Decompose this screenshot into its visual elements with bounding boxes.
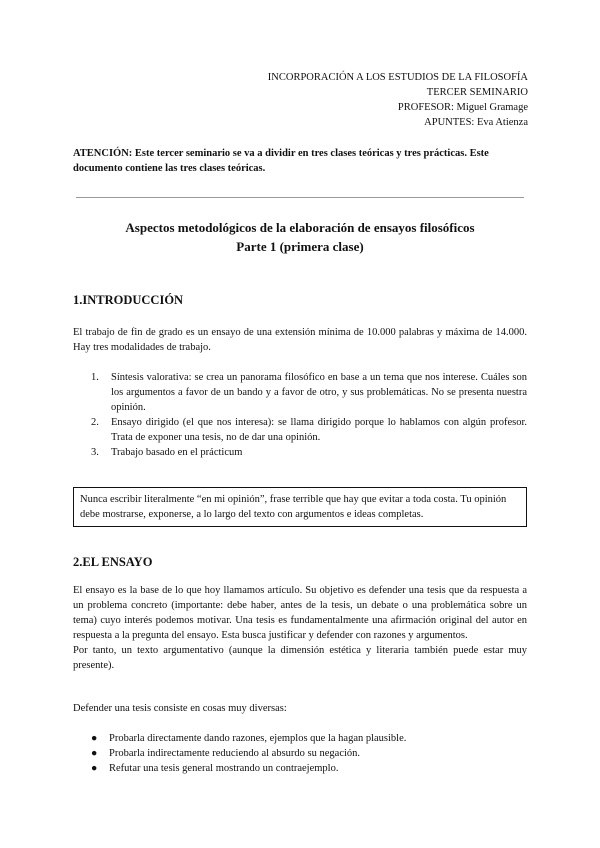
modalities-list: [91, 370, 527, 460]
paragraph: El ensayo es la base de lo que hoy llamamos artículo. Su objetivo es defender una tesis que da respuesta a un problema concreto (importante: debe haber, antes de la tesis, un debate o una problemática sobre un tema) cuyo interés podemos motivar. Una tesis es fundamentalmente una afirmación original del autor en respuesta a la pregunta del ensayo. Esta busca justificar y defender con razones y argumentos.: [73, 585, 527, 641]
horizontal-divider: [76, 197, 524, 198]
list-text: Probarla directamente dando razones, ejemplos que la hagan plausible.: [109, 733, 407, 744]
list-item: [91, 731, 527, 746]
list-text: Síntesis valorativa: se crea un panorama filosófico en base a un tema que nos interese. Cuáles son los argumentos a favor de un bando y a favor de otro, y sus problemáticas. No se presenta nuestra opinión.: [111, 372, 527, 413]
professor-line: PROFESOR: Miguel Gramage: [397, 102, 528, 113]
section-2-lead-in: Defender una tesis consiste en cosas muy diversas:: [73, 703, 287, 714]
note-box: Nunca escribir literalmente “en mi opinión”, frase terrible que hay que evitar a toda costa. Tu opinión debe mostrarse, exponerse, a lo largo del texto con argumentos e ideas completas.: [73, 487, 527, 527]
bullet-icon: ●: [91, 748, 98, 759]
title-line-1: Aspectos metodológicos de la elaboración de ensayos filosóficos: [125, 220, 475, 235]
section-1-intro: El trabajo de fin de grado es un ensayo de una extensión mínima de 10.000 palabras y máxima de 14.000. Hay tres modalidades de trabajo.: [73, 327, 527, 353]
list-text: Ensayo dirigido (el que nos interesa): se llama dirigido porque lo hablamos con algún profesor. Trata de exponer una tesis, no de dar una opinión.: [111, 417, 527, 443]
document-title: [0, 218, 600, 256]
list-item: [91, 415, 527, 445]
bullet-icon: ●: [91, 733, 98, 744]
section-1-heading: 1.INTRODUCCIÓN: [73, 293, 184, 307]
document-header: [268, 70, 528, 130]
title-line-2: Parte 1 (primera clase): [236, 239, 364, 254]
paragraph: Por tanto, un texto argumentativo (aunque la dimensión estética y literaria también puede estar muy presente).: [73, 645, 527, 671]
list-text: Probarla indirectamente reduciendo al absurdo su negación.: [109, 748, 361, 759]
course-title: INCORPORACIÓN A LOS ESTUDIOS DE LA FILOSOFÍA: [267, 72, 528, 83]
attention-notice: ATENCIÓN: Este tercer seminario se va a dividir en tres clases teóricas y tres prácticas. Este documento contiene las tres clases teóricas.: [73, 148, 489, 174]
list-text: Trabajo basado en el prácticum: [111, 447, 243, 458]
list-text: Refutar una tesis general mostrando un contraejemplo.: [109, 763, 339, 774]
section-2-body: [73, 583, 527, 673]
notes-author-line: APUNTES: Eva Atienza: [424, 117, 528, 128]
section-2-heading: 2.EL ENSAYO: [73, 555, 153, 569]
list-number: 1.: [91, 372, 99, 383]
list-item: [91, 445, 527, 460]
seminar-label: TERCER SEMINARIO: [426, 87, 528, 98]
list-item: [91, 746, 527, 761]
list-item: [91, 370, 527, 415]
bullet-icon: ●: [91, 763, 98, 774]
defense-methods-list: [91, 731, 527, 776]
list-number: 2.: [91, 417, 99, 428]
list-item: [91, 761, 527, 776]
list-number: 3.: [91, 447, 99, 458]
